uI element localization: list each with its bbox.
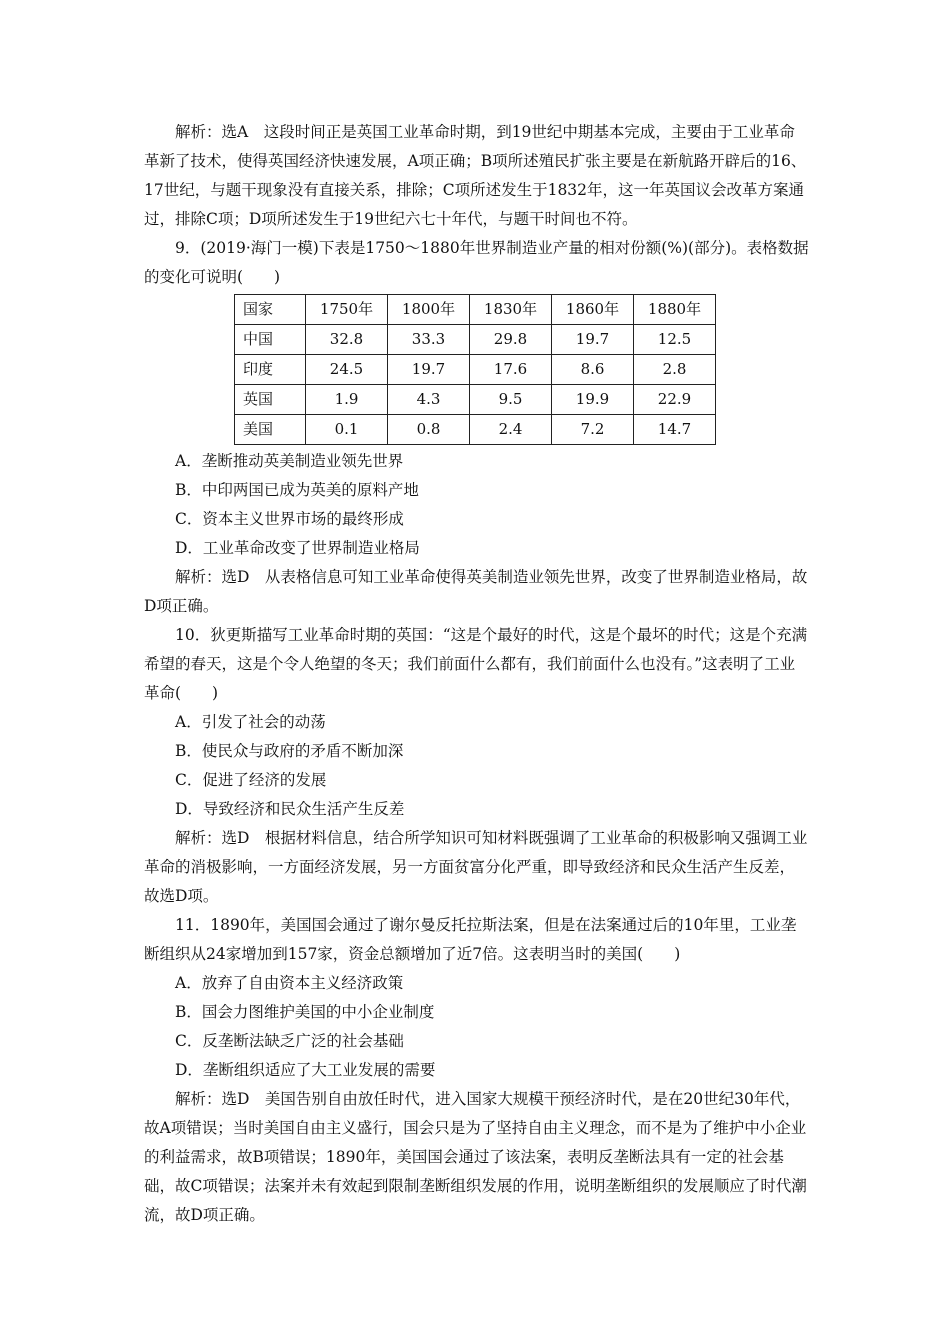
- table-cell: 14.7: [634, 415, 716, 445]
- q11-stem: 11．1890年，美国国会通过了谢尔曼反托拉斯法案，但是在法案通过后的10年里，工业垄断组织从24家增加到157家，资金总额增加了近7倍。这表明当时的美国( ): [144, 916, 797, 963]
- table-cell: 29.8: [470, 325, 552, 355]
- table-row: [235, 415, 716, 445]
- table-cell: 1.9: [306, 385, 388, 415]
- table-cell: 32.8: [306, 325, 388, 355]
- q8-analysis: 解析：选A 这段时间正是英国工业革命时期，到19世纪中期基本完成，主要由于工业革命革新了技术，使得英国经济快速发展，A项正确；B项所述殖民扩张主要是在新航路开辟后的16、17世纪，与题干现象没有直接关系，排除；C项所述发生于1832年，这一年英国议会改革方案通过，排除C项；D项所述发生于19世纪六七十年代，与题干时间也不符。: [144, 123, 807, 228]
- q11-analysis: 解析：选D 美国告别自由放任时代，进入国家大规模干预经济时代，是在20世纪30年代，故A项错误；当时美国自由主义盛行，国会只是为了坚持自由主义理念，而不是为了维护中小企业的利益需求，故B项错误；1890年，美国国会通过了该法案，表明反垄断法具有一定的社会基础，故C项错误；法案并未有效起到限制垄断组织发展的作用，说明垄断组织的发展顺应了时代潮流，故D项正确。: [144, 1090, 807, 1224]
- table-row: [235, 385, 716, 415]
- table-cell: 8.6: [552, 355, 634, 385]
- table-row: [235, 355, 716, 385]
- table-cell: 19.7: [552, 325, 634, 355]
- q11-option-a: A．放弃了自由资本主义经济政策: [175, 974, 404, 992]
- table-cell: 19.7: [388, 355, 470, 385]
- table-cell: 4.3: [388, 385, 470, 415]
- table-cell: 0.1: [306, 415, 388, 445]
- q10-option-b: B．使民众与政府的矛盾不断加深: [175, 742, 404, 760]
- q10-option-d: D．导致经济和民众生活产生反差: [175, 800, 405, 818]
- q10-analysis: 解析：选D 根据材料信息，结合所学知识可知材料既强调了工业革命的积极影响又强调工业革命的消极影响，一方面经济发展，另一方面贫富分化严重，即导致经济和民众生活产生反差，故选D项。: [144, 829, 808, 905]
- table-cell: 7.2: [552, 415, 634, 445]
- table-cell: 33.3: [388, 325, 470, 355]
- table-cell: 中国: [235, 325, 306, 355]
- table-row: [235, 325, 716, 355]
- table-cell: 24.5: [306, 355, 388, 385]
- q11-option-c: C．反垄断法缺乏广泛的社会基础: [175, 1032, 404, 1050]
- table-cell: 9.5: [470, 385, 552, 415]
- manufacturing-share-table: [234, 294, 716, 445]
- q9-stem: 9．(2019·海门一模)下表是1750～1880年世界制造业产量的相对份额(%)(部分)。表格数据的变化可说明( ): [144, 239, 809, 286]
- table-cell: 17.6: [470, 355, 552, 385]
- q10-stem: 10．狄更斯描写工业革命时期的英国：“这是个最好的时代，这是个最坏的时代；这是个充满希望的春天，这是个令人绝望的冬天；我们前面什么都有，我们前面什么也没有。”这表明了工业革命( ): [144, 626, 808, 702]
- q9-option-b: B．中印两国已成为英美的原料产地: [175, 481, 419, 499]
- table-header-cell: 国家: [235, 295, 306, 325]
- q11-option-b: B．国会力图维护美国的中小企业制度: [175, 1003, 435, 1021]
- q11-option-d: D．垄断组织适应了大工业发展的需要: [175, 1061, 436, 1079]
- table-cell: 0.8: [388, 415, 470, 445]
- table-header-cell: 1750年: [306, 295, 388, 325]
- table-cell: 印度: [235, 355, 306, 385]
- q9-option-d: D．工业革命改变了世界制造业格局: [175, 539, 420, 557]
- table-header-cell: 1830年: [470, 295, 552, 325]
- table-header-row: [235, 295, 716, 325]
- table-header-cell: 1800年: [388, 295, 470, 325]
- table-header-cell: 1860年: [552, 295, 634, 325]
- table-cell: 英国: [235, 385, 306, 415]
- q9-analysis: 解析：选D 从表格信息可知工业革命使得英美制造业领先世界，改变了世界制造业格局，故D项正确。: [144, 568, 808, 615]
- table-cell: 12.5: [634, 325, 716, 355]
- q9-option-c: C．资本主义世界市场的最终形成: [175, 510, 404, 528]
- q10-option-c: C．促进了经济的发展: [175, 771, 327, 789]
- table-cell: 2.4: [470, 415, 552, 445]
- q9-option-a: A．垄断推动英美制造业领先世界: [175, 452, 404, 470]
- table-cell: 美国: [235, 415, 306, 445]
- document-page: [144, 118, 809, 1230]
- table-header-cell: 1880年: [634, 295, 716, 325]
- table-cell: 22.9: [634, 385, 716, 415]
- q10-option-a: A．引发了社会的动荡: [175, 713, 326, 731]
- table-cell: 2.8: [634, 355, 716, 385]
- table-cell: 19.9: [552, 385, 634, 415]
